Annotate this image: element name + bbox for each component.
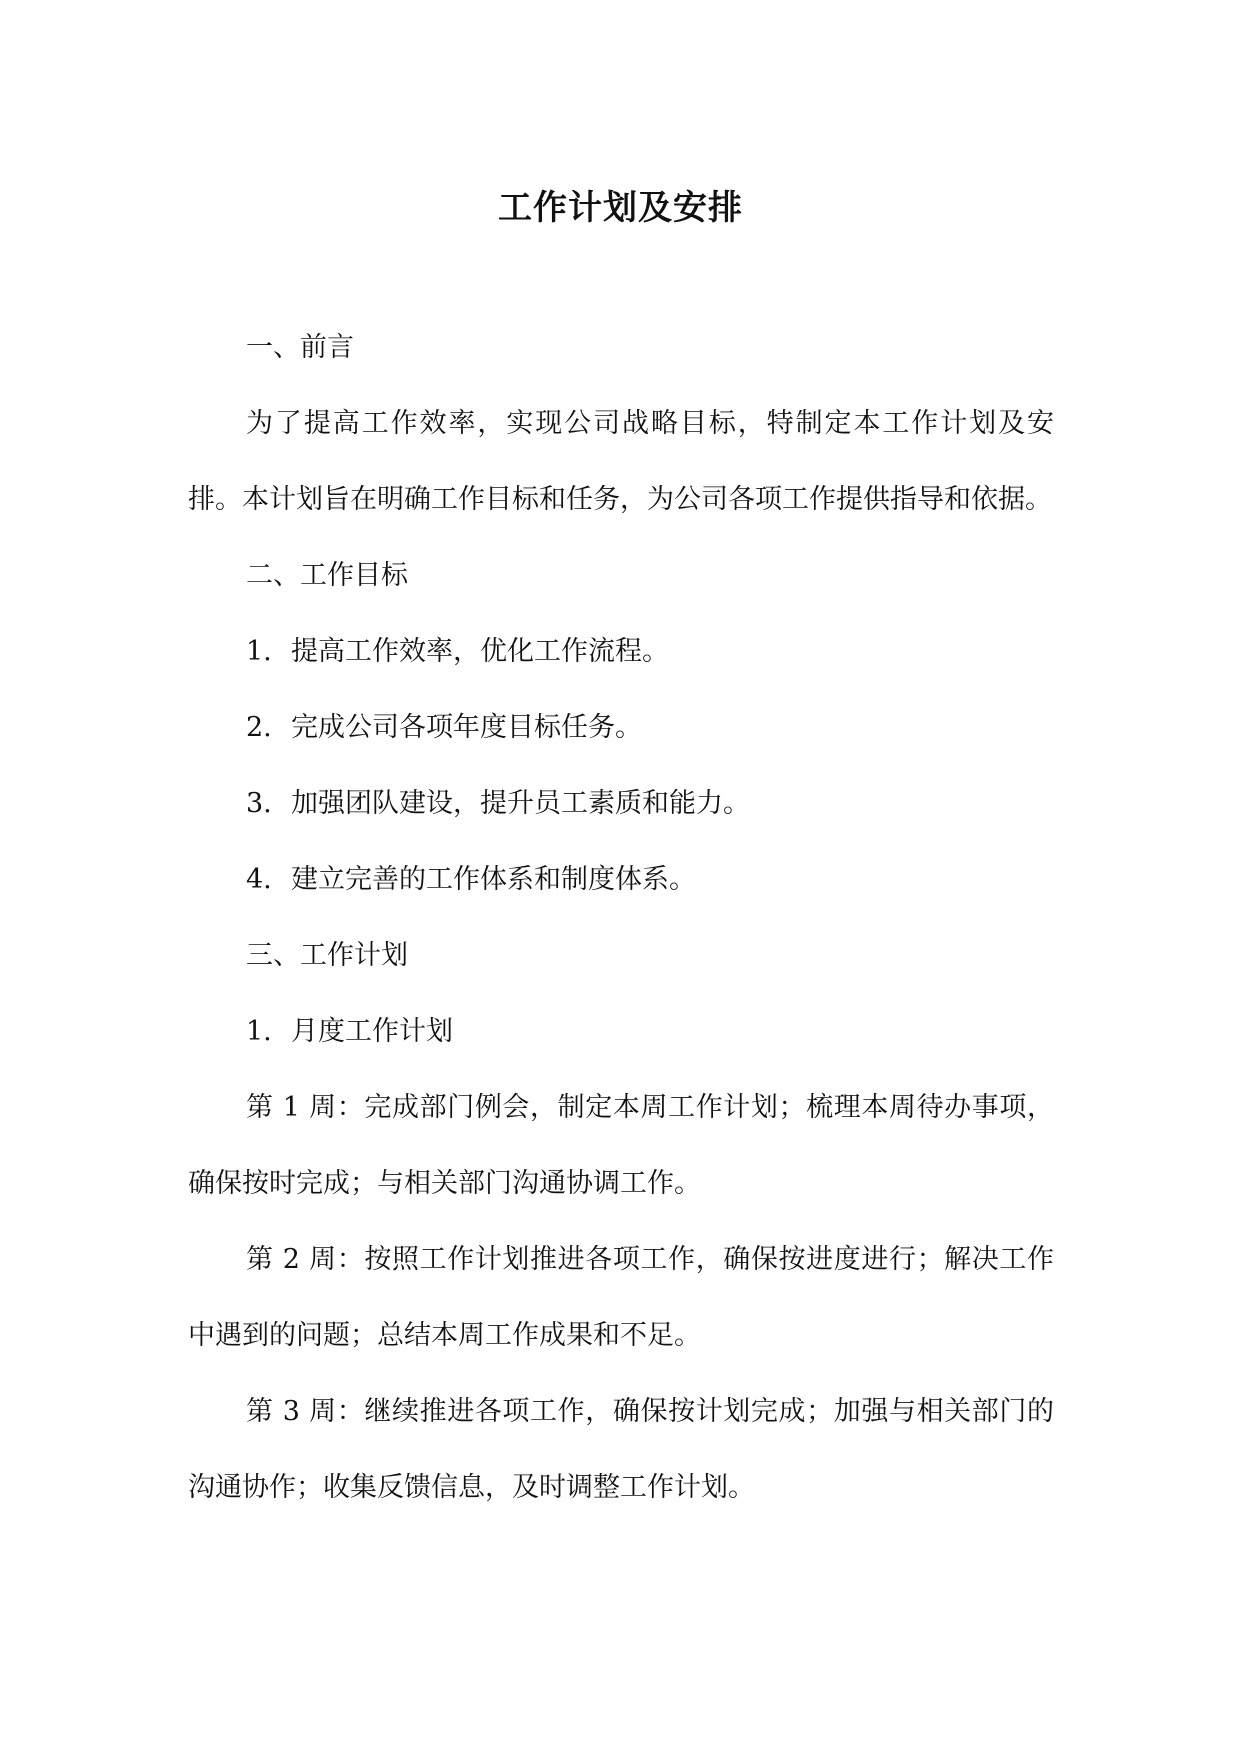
goal-item — [188, 614, 1054, 690]
goal-text: 建立完善的工作体系和制度体系。 — [291, 864, 696, 895]
goal-item — [188, 842, 1054, 918]
week-1-paragraph: 第 1 周：完成部门例会，制定本周工作计划；梳理本周待办事项，确保按时完成；与相关部门沟通协调工作。 — [188, 1092, 1054, 1199]
week-3-paragraph: 第 3 周：继续推进各项工作，确保按计划完成；加强与相关部门的沟通协作；收集反馈信息，及时调整工作计划。 — [188, 1396, 1054, 1503]
plan-subheading — [188, 994, 1054, 1070]
goal-number: 1. — [246, 636, 272, 667]
document-body — [188, 310, 1054, 1526]
goal-text: 完成公司各项年度目标任务。 — [291, 712, 642, 743]
section-heading-intro: 一、前言 — [246, 332, 354, 363]
goal-number: 2. — [246, 712, 272, 743]
plan-subheading-number: 1. — [246, 1016, 272, 1047]
goal-item — [188, 690, 1054, 766]
goal-text: 加强团队建设，提升员工素质和能力。 — [291, 788, 750, 819]
goal-item — [188, 766, 1054, 842]
section-heading-plan: 三、工作计划 — [246, 940, 408, 971]
plan-subheading-text: 月度工作计划 — [291, 1016, 453, 1047]
goal-number: 4. — [246, 864, 272, 895]
goal-text: 提高工作效率，优化工作流程。 — [291, 636, 669, 667]
document-title: 工作计划及安排 — [498, 188, 743, 228]
goal-number: 3. — [246, 788, 272, 819]
week-2-paragraph: 第 2 周：按照工作计划推进各项工作，确保按进度进行；解决工作中遇到的问题；总结本周工作成果和不足。 — [188, 1244, 1054, 1351]
section-heading-goals: 二、工作目标 — [246, 560, 408, 591]
intro-paragraph: 为了提高工作效率，实现公司战略目标，特制定本工作计划及安排。本计划旨在明确工作目标和任务，为公司各项工作提供指导和依据。 — [188, 408, 1054, 515]
